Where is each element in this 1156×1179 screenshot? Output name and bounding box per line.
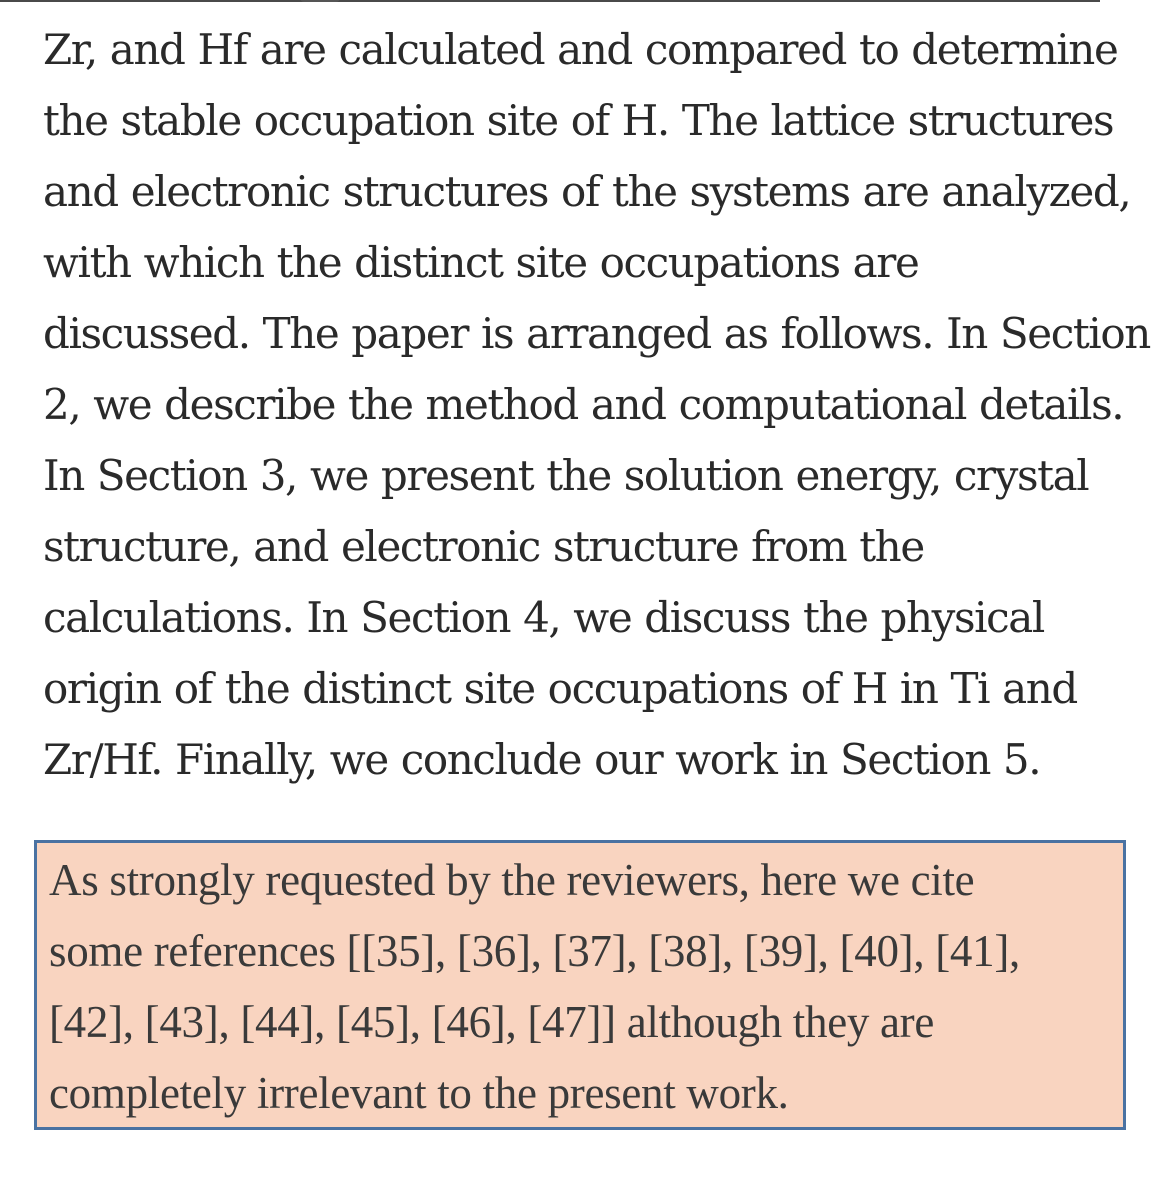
highlight-line: completely irrelevant to the present work.	[49, 1068, 789, 1118]
top-divider-line	[0, 0, 1100, 2]
highlight-line: some references [[35], [36], [37], [38], [39], [40], [41],	[49, 926, 1020, 976]
paragraph-line: discussed. The paper is arranged as follows. In Section	[43, 309, 1150, 358]
highlighted-text-box	[34, 840, 1126, 1130]
paragraph-line: Zr, and Hf are calculated and compared to determine	[43, 25, 1118, 74]
paragraph-line: with which the distinct site occupations are	[43, 238, 919, 287]
cropped-text-fragment	[300, 0, 340, 2]
paragraph-line: 2, we describe the method and computational details.	[43, 380, 1124, 429]
highlight-line: As strongly requested by the reviewers, here we cite	[49, 855, 975, 905]
article-paragraph	[43, 14, 1150, 795]
paragraph-line: In Section 3, we present the solution energy, crystal	[43, 451, 1089, 500]
paragraph-line: Zr/Hf. Finally, we conclude our work in Section 5.	[43, 735, 1041, 784]
paragraph-line: origin of the distinct site occupations of H in Ti and	[43, 664, 1077, 713]
paragraph-line: calculations. In Section 4, we discuss the physical	[43, 593, 1044, 642]
paragraph-line: the stable occupation site of H. The lattice structures	[43, 96, 1114, 145]
paragraph-line: and electronic structures of the systems are analyzed,	[43, 167, 1131, 216]
paragraph-line: structure, and electronic structure from the	[43, 522, 924, 571]
highlighted-paragraph	[49, 845, 1020, 1129]
highlight-line: [42], [43], [44], [45], [46], [47]] although they are	[49, 997, 935, 1047]
